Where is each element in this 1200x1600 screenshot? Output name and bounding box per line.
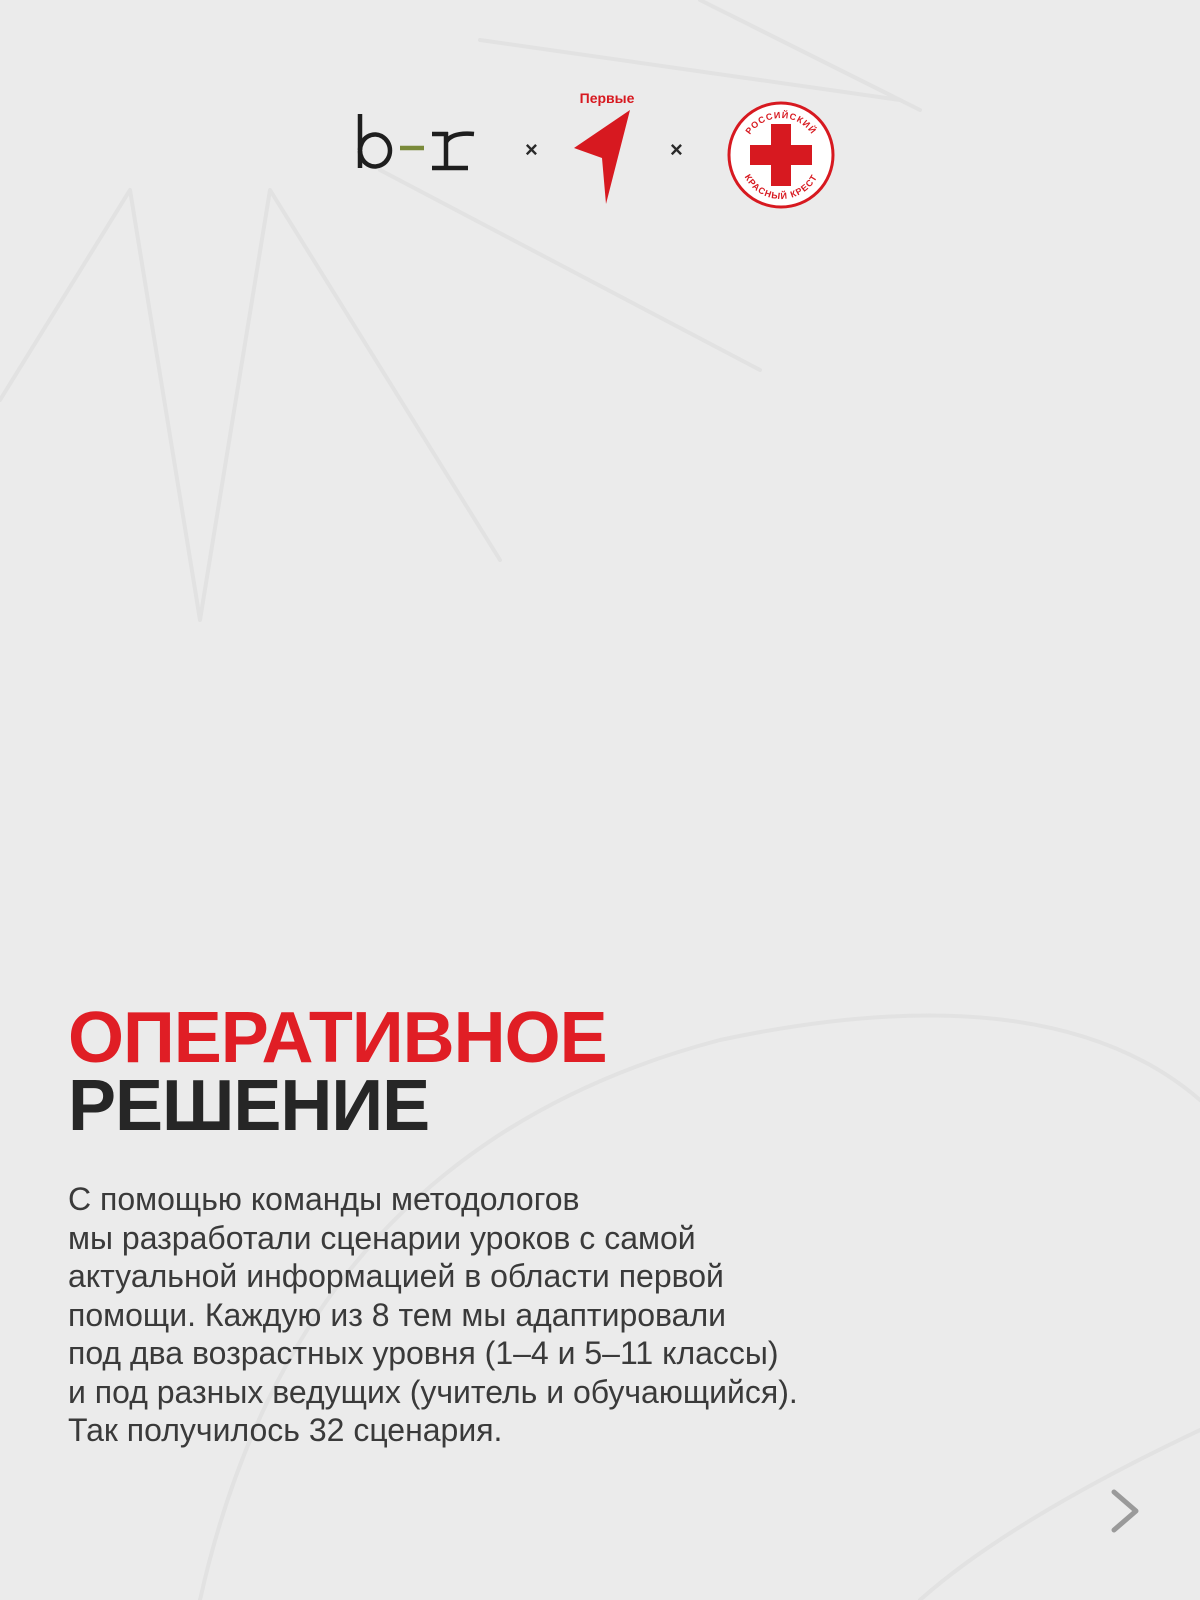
separator-x: ×	[525, 137, 538, 162]
pervye-logo	[570, 88, 644, 208]
description-line: Так получилось 32 сценария.	[68, 1412, 503, 1448]
svg-text:РОССИЙСКИЙ: РОССИЙСКИЙ	[743, 109, 819, 137]
pervye-one-icon	[570, 88, 644, 208]
partner-logos	[0, 0, 1200, 240]
description-line: мы разработали сценарии уроков с самой	[68, 1219, 696, 1256]
title-line-accent: ОПЕРАТИВНОЕ	[68, 998, 607, 1078]
title-line-dark: РЕШЕНИЕ	[68, 1066, 430, 1146]
svg-text:КРАСНЫЙ КРЕСТ: КРАСНЫЙ КРЕСТ	[742, 172, 820, 202]
next-slide-button[interactable]	[1104, 1486, 1148, 1536]
description-line: С помощью команды методологов	[68, 1181, 580, 1217]
description-line: актуальной информацией в области первой	[68, 1258, 724, 1294]
br-logo	[356, 112, 486, 178]
separator-x: ×	[670, 137, 683, 162]
description-line: и под разных ведущих (учитель и обучающийся).	[68, 1373, 798, 1410]
description-line: помощи. Каждую из 8 тем мы адаптировали	[68, 1296, 727, 1333]
page-title	[68, 998, 607, 1146]
pervye-logo-label: Первые	[579, 90, 635, 106]
chevron-right-icon	[1104, 1486, 1148, 1536]
description-line: под два возрастных уровня (1–4 и 5–11 классы)	[68, 1335, 779, 1371]
red-cross-logo	[726, 100, 836, 210]
description-paragraph	[68, 1180, 928, 1450]
